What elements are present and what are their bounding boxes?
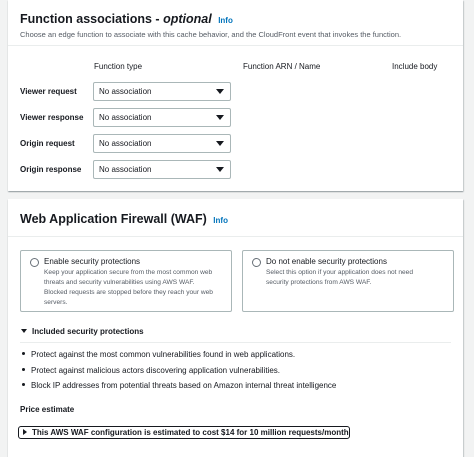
waf-title [20,212,228,226]
list-item [22,381,336,390]
function-associations-title [20,12,233,26]
function-associations-panel [8,0,463,191]
select-value: No association [99,139,152,148]
included-protections-label: Included security protections [32,327,144,336]
title-text: Function associations - [20,12,160,26]
waf-panel [8,199,463,457]
caret-down-icon [21,329,27,333]
waf-title-text: Web Application Firewall (WAF) [20,212,207,226]
price-estimate-expander[interactable] [18,426,350,439]
column-header-include-body: Include body [392,62,438,71]
description-line: threats and security vulnerabilities using AWS WAF. [44,279,195,286]
function-associations-info-link[interactable]: Info [218,16,233,25]
bullet-text: Block IP addresses from potential threats based on Amazon internal threat intelligence [31,381,337,390]
bullet-text: Protect against the most common vulnerabilities found in web applications. [31,350,296,359]
price-estimate-label: Price estimate [20,405,75,414]
bullet-text: Protect against malicious actors discovering application vulnerabilities. [31,366,281,375]
bullet-dot [22,352,25,355]
caret-down-icon [216,141,224,146]
row-label-origin-response: Origin response [20,165,82,174]
origin-request-select[interactable] [93,134,231,153]
disable-protections-description [266,268,413,288]
enable-protections-title: Enable security protections [44,257,141,266]
caret-down-icon [216,115,224,120]
select-value: No association [99,165,152,174]
disable-protections-radio[interactable] [252,258,261,267]
column-header-function-type: Function type [94,62,143,71]
included-protections-expander[interactable] [21,327,144,336]
caret-down-icon [216,167,224,172]
select-value: No association [99,113,152,122]
waf-info-link[interactable]: Info [213,216,228,225]
row-label-viewer-request: Viewer request [20,87,77,96]
description-line: security protections from AWS WAF. [266,279,372,286]
disable-protections-title: Do not enable security protections [266,257,387,266]
column-header-function-arn: Function ARN / Name [243,62,321,71]
description-line: servers. [44,299,68,306]
description-line: Select this option if your application does not need [266,269,413,276]
list-item [22,366,280,375]
waf-header-divider [8,236,463,237]
enable-protections-tile[interactable] [20,250,232,312]
select-value: No association [99,87,152,96]
description-line: Keep your application secure from the most common web [44,269,213,276]
row-label-origin-request: Origin request [20,139,75,148]
origin-response-select[interactable] [93,160,231,179]
caret-right-icon [23,429,27,435]
caret-down-icon [216,89,224,94]
enable-protections-radio[interactable] [30,258,39,267]
function-associations-description: Choose an edge function to associate with this cache behavior, and the CloudFront event that invokes the function. [20,30,402,39]
list-item [22,350,295,359]
row-label-viewer-response: Viewer response [20,113,84,122]
viewer-response-select[interactable] [93,108,231,127]
disable-protections-tile[interactable] [242,250,454,312]
enable-protections-description [44,268,213,308]
optional-label: optional [163,12,212,26]
price-estimate-text: This AWS WAF configuration is estimated to cost $14 for 10 million requests/month [32,428,349,437]
viewer-request-select[interactable] [93,82,231,101]
expander-divider [20,342,451,343]
description-line: Blocked requests are stopped before they reach your web [44,289,213,296]
bullet-dot [22,368,25,371]
header-divider [8,45,463,46]
bullet-dot [22,383,25,386]
